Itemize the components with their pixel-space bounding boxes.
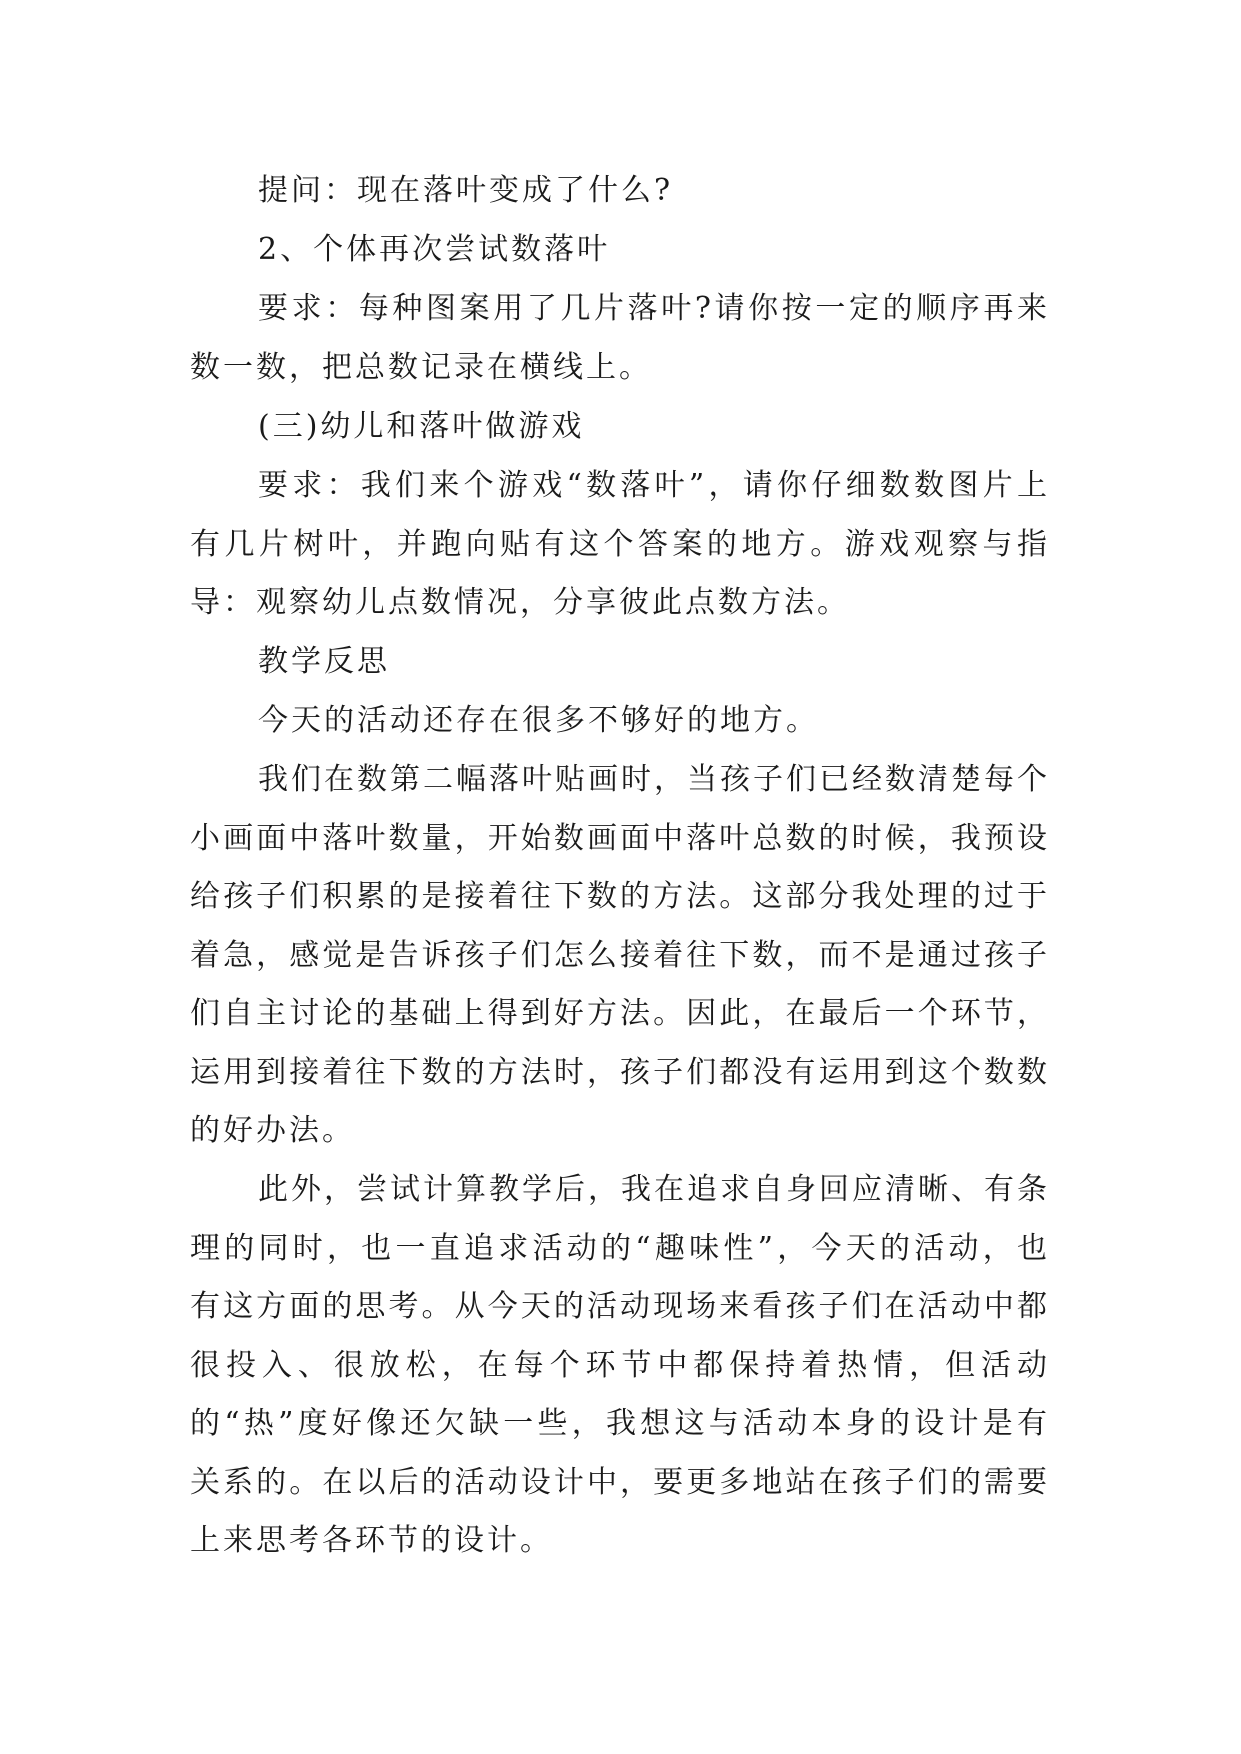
paragraph-reflection-body-1: 我们在数第二幅落叶贴画时，当孩子们已经数清楚每个小画面中落叶数量，开始数画面中落叶总数的时候，我预设给孩子们积累的是接着往下数的方法。这部分我处理的过于着急，感觉是告诉孩子们怎么接着往下数，而不是通过孩子们自主讨论的基础上得到好方法。因此，在最后一个环节，运用到接着往下数的方法时，孩子们都没有运用到这个数数的好办法。 bbox=[190, 762, 1050, 1148]
paragraph-reflection-intro: 今天的活动还存在很多不够好的地方。 bbox=[258, 703, 819, 738]
paragraph-question: 提问：现在落叶变成了什么? bbox=[258, 173, 674, 208]
paragraph-requirement-1: 要求：每种图案用了几片落叶?请你按一定的顺序再来数一数，把总数记录在横线上。 bbox=[190, 291, 1050, 385]
paragraph-reflection-heading: 教学反思 bbox=[258, 644, 390, 679]
paragraph-requirement-2: 要求：我们来个游戏“数落叶”，请你仔细数数图片上有几片树叶，并跑向贴有这个答案的地方。游戏观察与指导：观察幼儿点数情况，分享彼此点数方法。 bbox=[190, 468, 1050, 620]
paragraph-section-3-heading: (三)幼儿和落叶做游戏 bbox=[258, 409, 585, 444]
paragraph-reflection-body-2: 此外，尝试计算教学后，我在追求自身回应清晰、有条理的同时，也一直追求活动的“趣味性”，今天的活动，也有这方面的思考。从今天的活动现场来看孩子们在活动中都很投入、很放松，在每个环节中都保持着热情，但活动的“热”度好像还欠缺一些，我想这与活动本身的设计是有关系的。在以后的活动设计中，要更多地站在孩子们的需要上来思考各环节的设计。 bbox=[190, 1172, 1050, 1558]
paragraph-step-2: 2、个体再次尝试数落叶 bbox=[258, 232, 611, 267]
